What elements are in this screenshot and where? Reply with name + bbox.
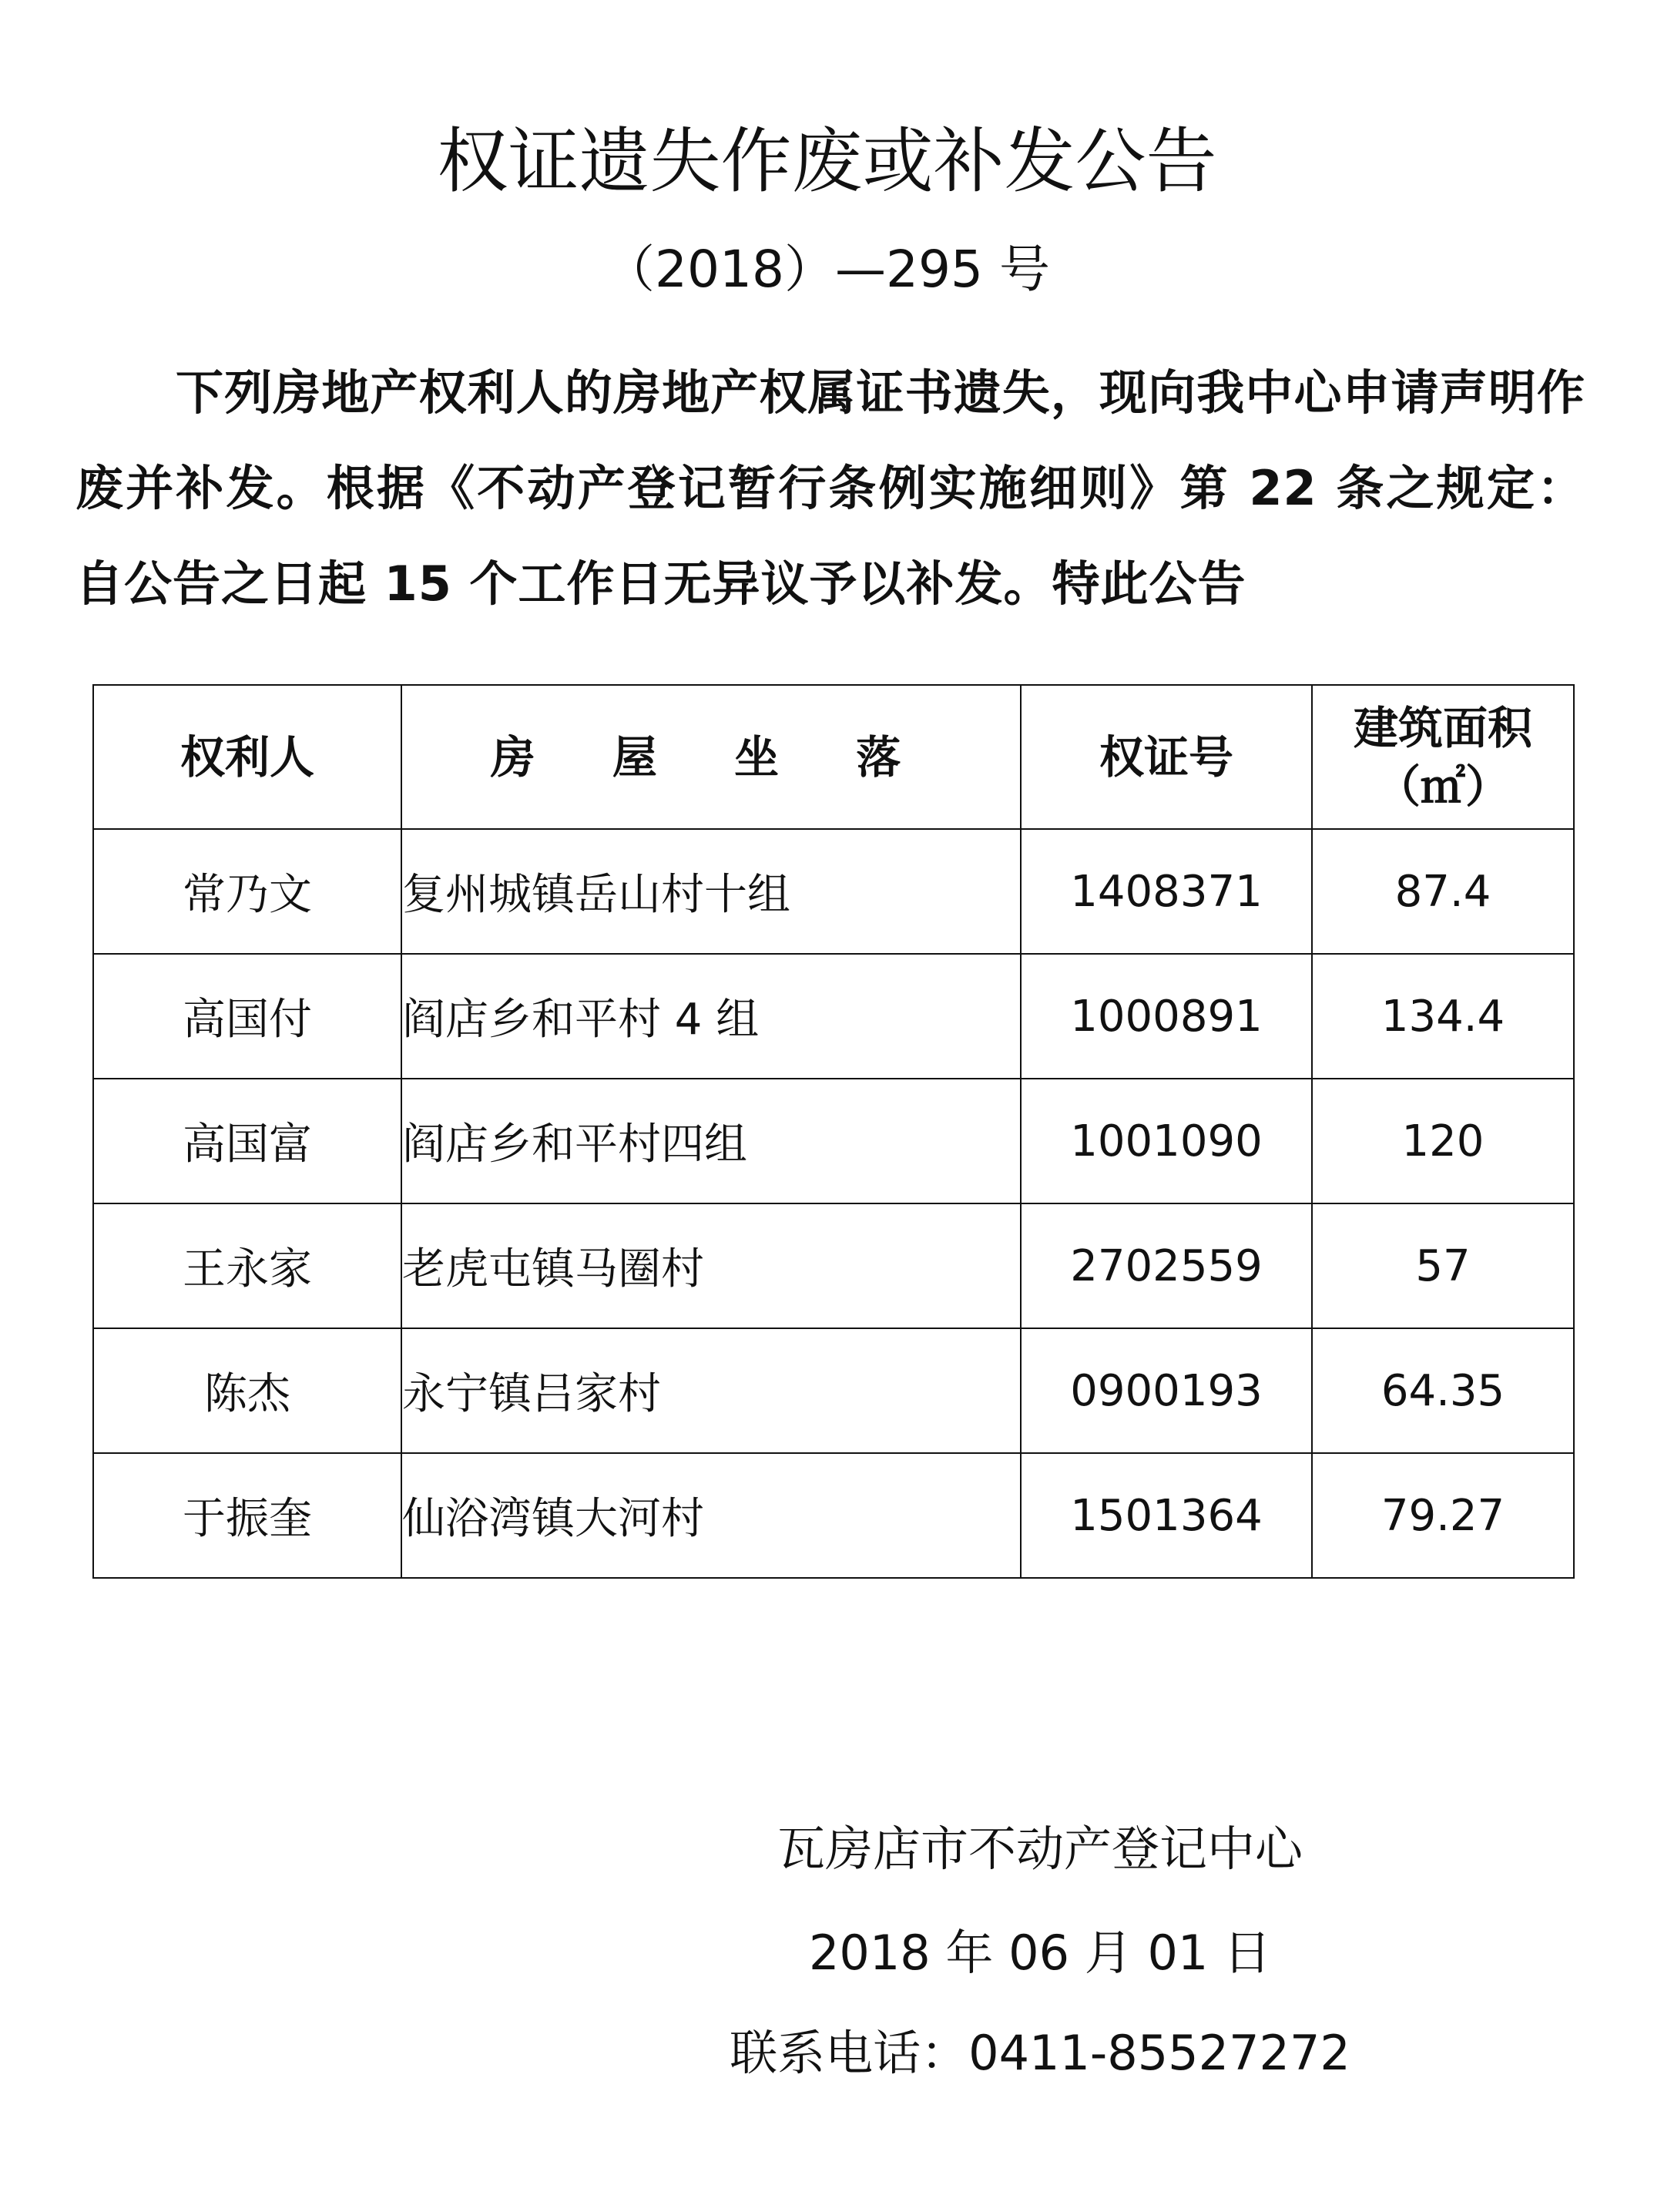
- owner-cell: 于振奎: [93, 1453, 401, 1578]
- location-cell: 永宁镇吕家村: [401, 1328, 1021, 1453]
- cert-no-cell: 2702559: [1021, 1203, 1312, 1328]
- area-cell: 87.4: [1312, 829, 1574, 954]
- header-cert-no: 权证号: [1021, 685, 1312, 829]
- location-cell: 老虎屯镇马圈村: [401, 1203, 1021, 1328]
- location-cell: 仙浴湾镇大河村: [401, 1453, 1021, 1578]
- owner-cell: 陈杰: [93, 1328, 401, 1453]
- header-area-label: 建筑面积: [1353, 701, 1532, 754]
- notice-body: 下列房地产权利人的房地产权属证书遗失，现向我中心申请声明作废并补发。根据《不动产登记暂行条例实施细则》第 22 条之规定：自公告之日起 15 个工作日无异议予以补发。特此公告: [75, 364, 1585, 612]
- document-number: （2018）—295 号: [604, 240, 1050, 299]
- cert-no-cell: 1001090: [1021, 1079, 1312, 1203]
- owner-cell: 高国富: [93, 1079, 401, 1203]
- location-cell: 阎店乡和平村四组: [401, 1079, 1021, 1203]
- header-area: [1312, 685, 1574, 829]
- table-row: [93, 1453, 1574, 1578]
- header-location: [401, 685, 1021, 829]
- lost-certificate-table: [92, 684, 1575, 1579]
- table-row: [93, 1328, 1574, 1453]
- table-row: [93, 829, 1574, 954]
- location-cell: 复州城镇岳山村十组: [401, 829, 1021, 954]
- owner-cell: 高国付: [93, 954, 401, 1079]
- table-header-row: [93, 685, 1574, 829]
- owner-cell: 王永家: [93, 1203, 401, 1328]
- area-cell: 57: [1312, 1203, 1574, 1328]
- issue-date: 2018 年 06 月 01 日: [808, 1925, 1272, 1981]
- header-area-unit: （㎡）: [1375, 760, 1510, 813]
- cert-no-cell: 1000891: [1021, 954, 1312, 1079]
- table-row: [93, 1079, 1574, 1203]
- header-owner: 权利人: [93, 685, 401, 829]
- table-row: [93, 1203, 1574, 1328]
- area-cell: 134.4: [1312, 954, 1574, 1079]
- location-cell: 阎店乡和平村 4 组: [401, 954, 1021, 1079]
- header-location-label: 房 屋 坐 落: [490, 730, 932, 784]
- owner-cell: 常乃文: [93, 829, 401, 954]
- cert-no-cell: 0900193: [1021, 1328, 1312, 1453]
- table-row: [93, 954, 1574, 1079]
- page-title: 权证遗失作废或补发公告: [437, 120, 1217, 203]
- area-cell: 64.35: [1312, 1328, 1574, 1453]
- cert-no-cell: 1408371: [1021, 829, 1312, 954]
- area-cell: 120: [1312, 1079, 1574, 1203]
- contact-phone: 联系电话：0411-85527272: [730, 2025, 1350, 2081]
- issuer-name: 瓦房店市不动产登记中心: [777, 1821, 1303, 1877]
- cert-no-cell: 1501364: [1021, 1453, 1312, 1578]
- area-cell: 79.27: [1312, 1453, 1574, 1578]
